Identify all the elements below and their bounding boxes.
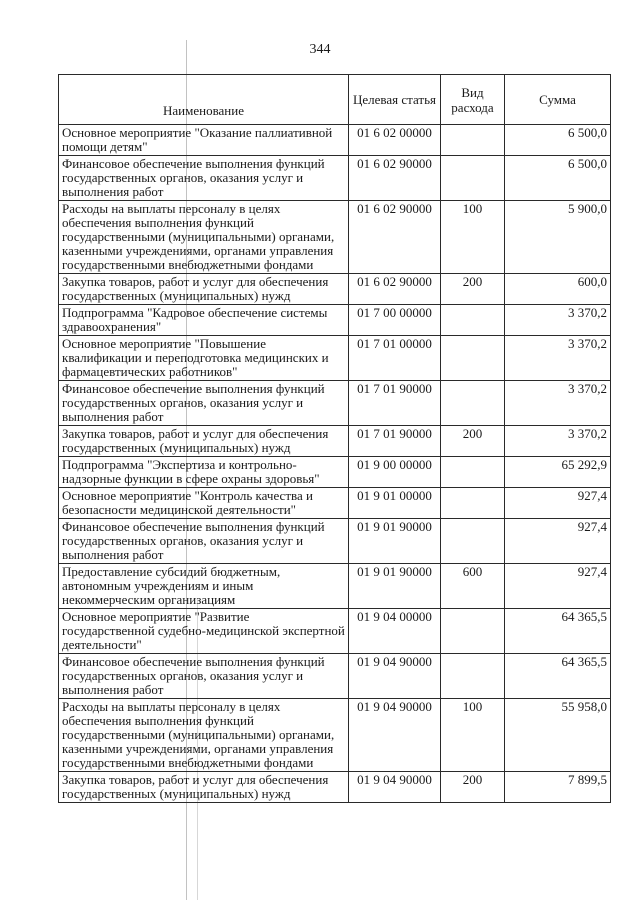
row-name: Расходы на выплаты персоналу в целях обеспечения выполнения функций государственными (муниципальными) органами, казенными учреждениями, органами управления государственными внебюджетными фондами <box>59 201 349 274</box>
row-name: Финансовое обеспечение выполнения функций государственных органов, оказания услуг и выполнения работ <box>59 156 349 201</box>
row-amount: 5 900,0 <box>505 201 611 274</box>
row-amount: 65 292,9 <box>505 457 611 488</box>
row-amount: 927,4 <box>505 488 611 519</box>
table-row <box>59 519 611 564</box>
row-expense-type <box>441 488 505 519</box>
header-amount: Сумма <box>505 75 611 125</box>
row-target-article: 01 9 04 90000 <box>349 772 441 803</box>
row-expense-type: 600 <box>441 564 505 609</box>
table-row <box>59 305 611 336</box>
row-amount: 927,4 <box>505 564 611 609</box>
table-row <box>59 274 611 305</box>
row-expense-type <box>441 156 505 201</box>
row-amount: 600,0 <box>505 274 611 305</box>
row-name: Предоставление субсидий бюджетным, автономным учреждениям и иным некоммерческим организациям <box>59 564 349 609</box>
row-amount: 927,4 <box>505 519 611 564</box>
row-target-article: 01 7 01 00000 <box>349 336 441 381</box>
row-name: Основное мероприятие "Развитие государственной судебно-медицинской экспертной деятельности" <box>59 609 349 654</box>
row-target-article: 01 6 02 90000 <box>349 274 441 305</box>
row-target-article: 01 9 04 90000 <box>349 699 441 772</box>
row-name: Закупка товаров, работ и услуг для обеспечения государственных (муниципальных) нужд <box>59 426 349 457</box>
table-row <box>59 654 611 699</box>
row-expense-type <box>441 609 505 654</box>
row-amount: 6 500,0 <box>505 125 611 156</box>
table-row <box>59 336 611 381</box>
row-expense-type <box>441 336 505 381</box>
table-body <box>59 125 611 803</box>
row-name: Основное мероприятие "Оказание паллиативной помощи детям" <box>59 125 349 156</box>
header-name: Наименование <box>59 75 349 125</box>
row-name: Расходы на выплаты персоналу в целях обеспечения выполнения функций государственными (муниципальными) органами, казенными учреждениями, органами управления государственными внебюджетными фондами <box>59 699 349 772</box>
row-expense-type: 200 <box>441 772 505 803</box>
row-target-article: 01 9 04 00000 <box>349 609 441 654</box>
row-name: Основное мероприятие "Контроль качества и безопасности медицинской деятельности" <box>59 488 349 519</box>
row-name: Подпрограмма "Кадровое обеспечение системы здравоохранения" <box>59 305 349 336</box>
row-expense-type <box>441 305 505 336</box>
row-target-article: 01 6 02 90000 <box>349 201 441 274</box>
budget-table <box>58 74 611 803</box>
row-name: Финансовое обеспечение выполнения функций государственных органов, оказания услуг и выполнения работ <box>59 519 349 564</box>
row-name: Подпрограмма "Экспертиза и контрольно-надзорные функции в сфере охраны здоровья" <box>59 457 349 488</box>
row-amount: 55 958,0 <box>505 699 611 772</box>
row-name: Закупка товаров, работ и услуг для обеспечения государственных (муниципальных) нужд <box>59 772 349 803</box>
row-name: Закупка товаров, работ и услуг для обеспечения государственных (муниципальных) нужд <box>59 274 349 305</box>
row-target-article: 01 9 00 00000 <box>349 457 441 488</box>
table-row <box>59 488 611 519</box>
row-target-article: 01 9 01 00000 <box>349 488 441 519</box>
row-target-article: 01 6 02 00000 <box>349 125 441 156</box>
row-expense-type <box>441 457 505 488</box>
row-expense-type: 100 <box>441 699 505 772</box>
row-expense-type: 200 <box>441 274 505 305</box>
row-name: Финансовое обеспечение выполнения функций государственных органов, оказания услуг и выполнения работ <box>59 381 349 426</box>
row-expense-type: 100 <box>441 201 505 274</box>
row-target-article: 01 7 00 00000 <box>349 305 441 336</box>
row-amount: 3 370,2 <box>505 305 611 336</box>
row-amount: 64 365,5 <box>505 609 611 654</box>
row-expense-type <box>441 125 505 156</box>
table-row <box>59 564 611 609</box>
row-amount: 3 370,2 <box>505 336 611 381</box>
header-expense-type: Вид расхода <box>441 75 505 125</box>
row-target-article: 01 7 01 90000 <box>349 381 441 426</box>
table-row <box>59 772 611 803</box>
page-number: 344 <box>309 42 331 57</box>
table-row <box>59 381 611 426</box>
table-row <box>59 699 611 772</box>
table-row <box>59 125 611 156</box>
row-amount: 7 899,5 <box>505 772 611 803</box>
header-row <box>59 75 611 125</box>
row-target-article: 01 9 01 90000 <box>349 564 441 609</box>
row-amount: 64 365,5 <box>505 654 611 699</box>
table-row <box>59 156 611 201</box>
row-expense-type <box>441 654 505 699</box>
table-row <box>59 609 611 654</box>
row-name: Финансовое обеспечение выполнения функций государственных органов, оказания услуг и выполнения работ <box>59 654 349 699</box>
table-header <box>59 75 611 125</box>
table-row <box>59 201 611 274</box>
row-name: Основное мероприятие "Повышение квалификации и переподготовка медицинских и фармацевтических работников" <box>59 336 349 381</box>
table-row <box>59 457 611 488</box>
header-target-article: Целевая статья <box>349 75 441 125</box>
row-expense-type <box>441 519 505 564</box>
row-expense-type <box>441 381 505 426</box>
row-target-article: 01 6 02 90000 <box>349 156 441 201</box>
row-target-article: 01 9 04 90000 <box>349 654 441 699</box>
row-target-article: 01 7 01 90000 <box>349 426 441 457</box>
row-target-article: 01 9 01 90000 <box>349 519 441 564</box>
row-expense-type: 200 <box>441 426 505 457</box>
row-amount: 3 370,2 <box>505 381 611 426</box>
table-row <box>59 426 611 457</box>
row-amount: 3 370,2 <box>505 426 611 457</box>
row-amount: 6 500,0 <box>505 156 611 201</box>
